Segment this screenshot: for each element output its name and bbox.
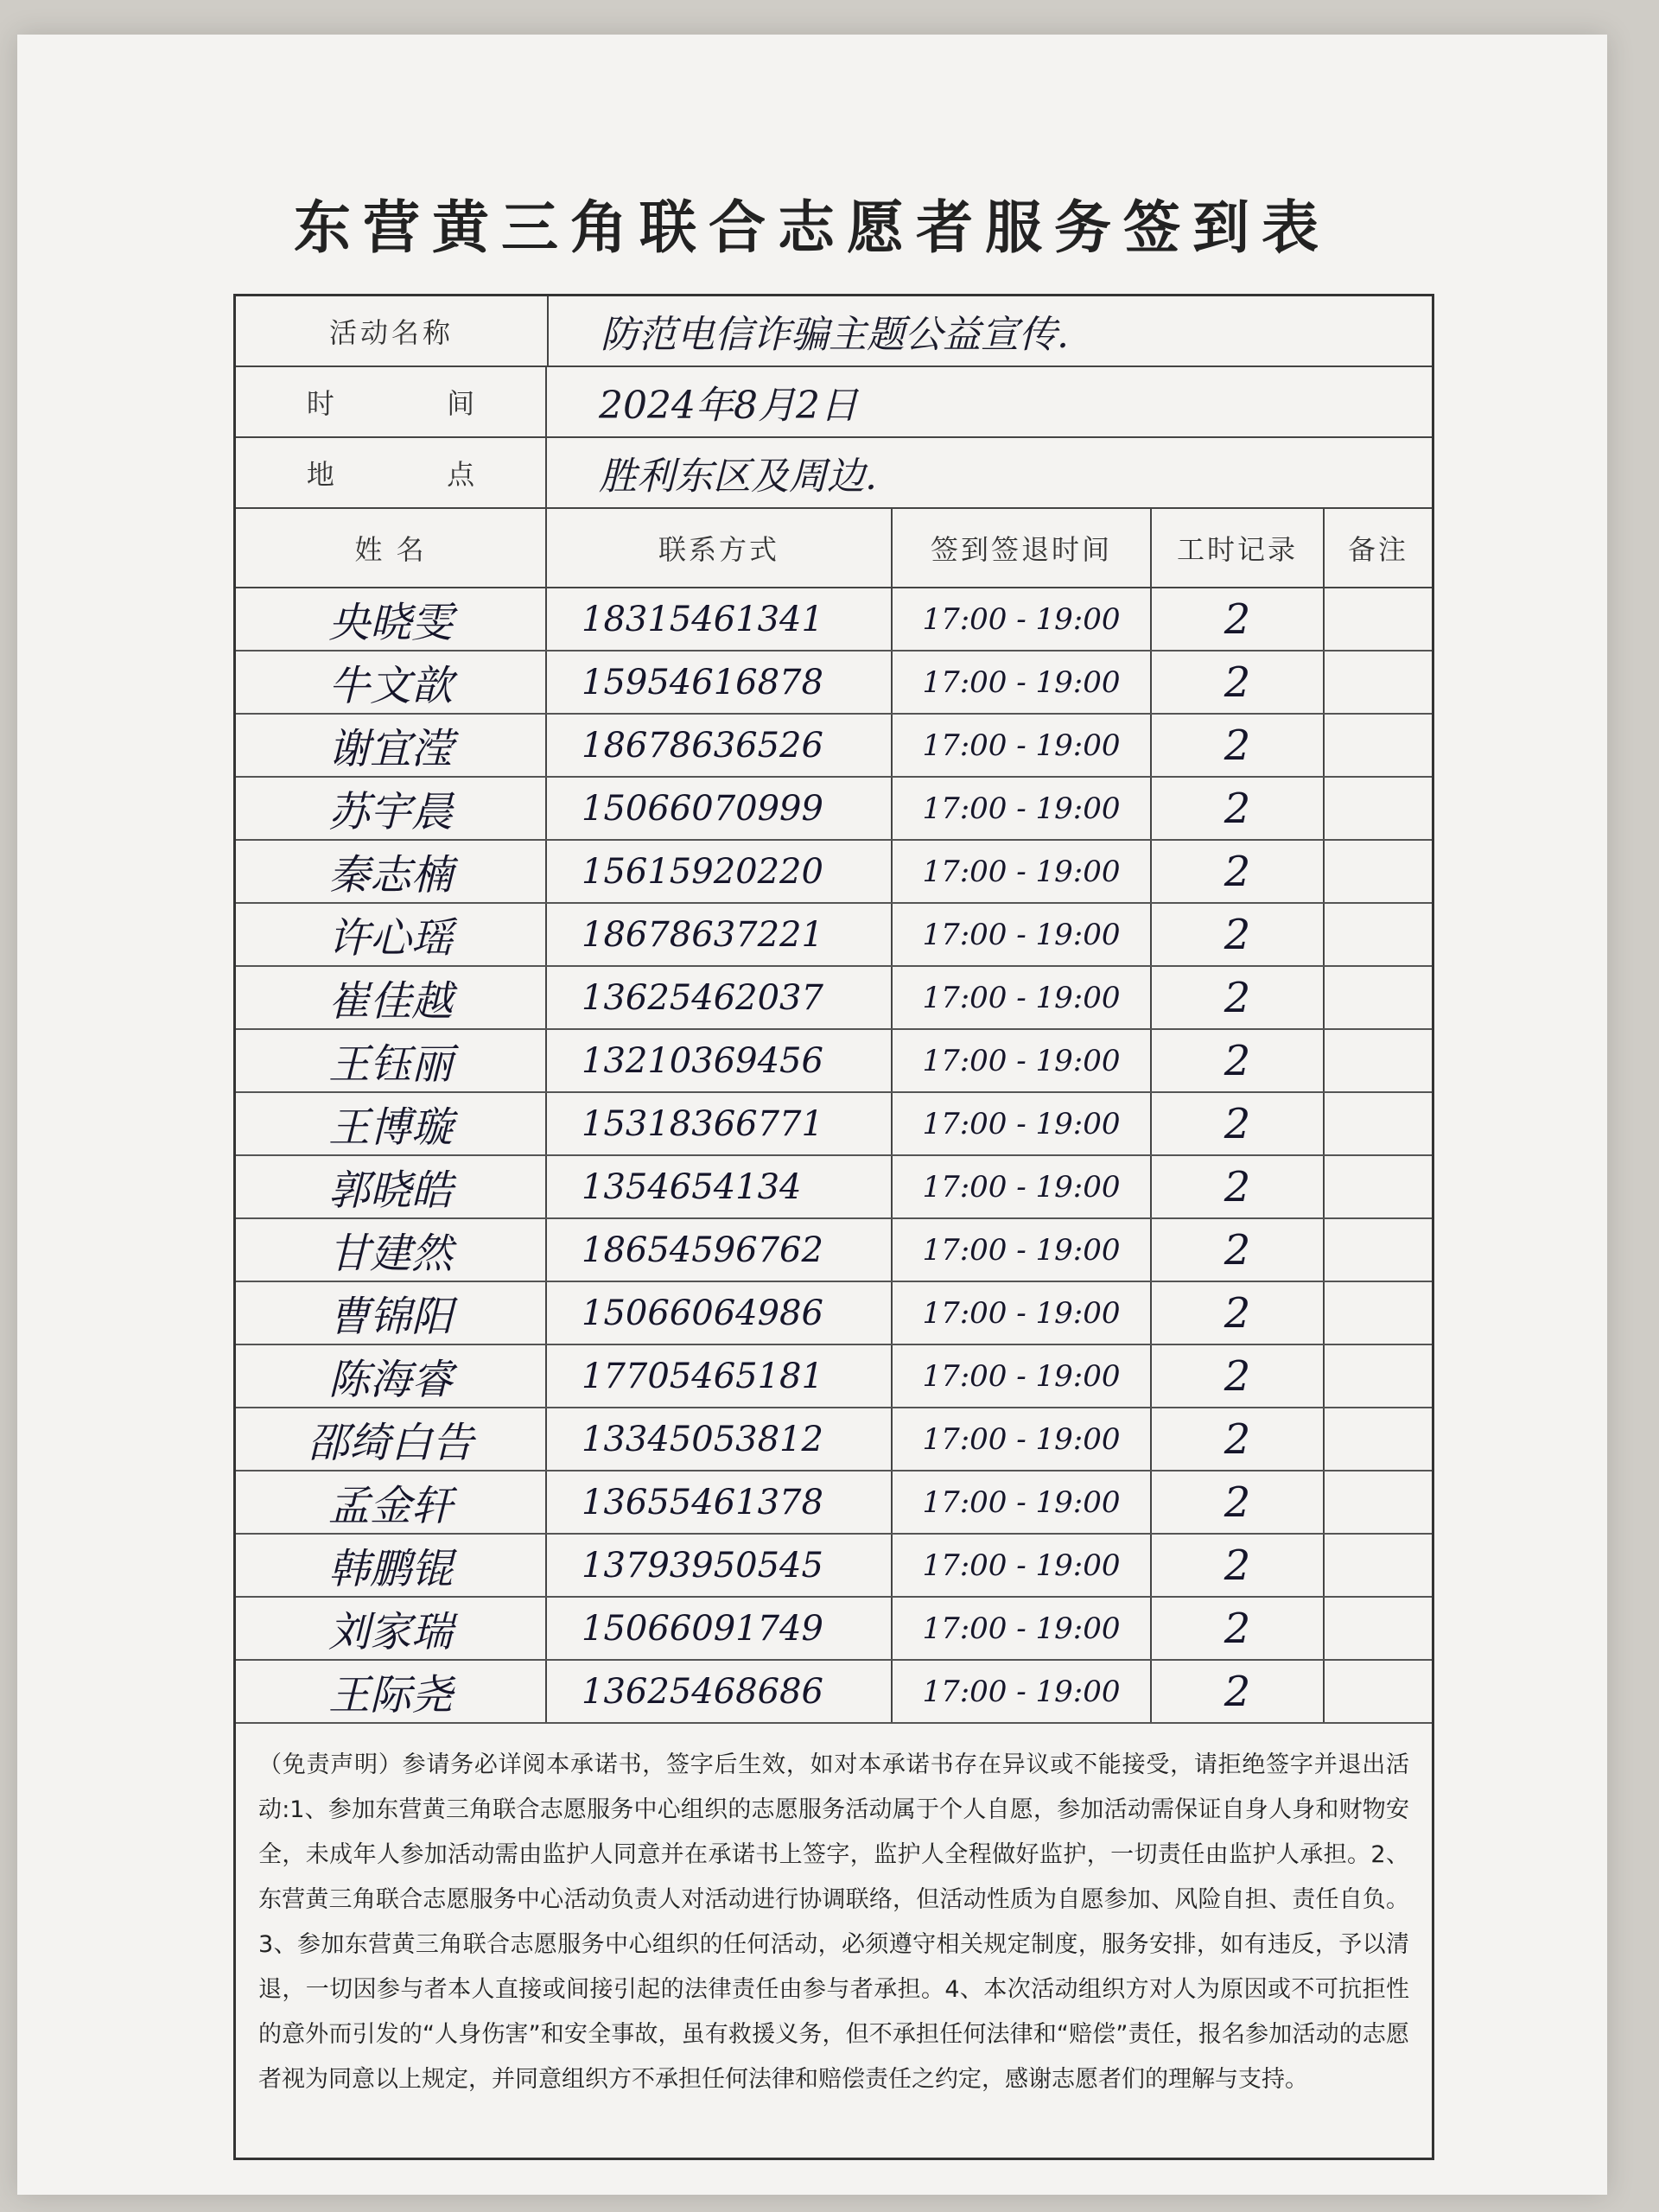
phone-cell: 18315461341 [547, 588, 893, 650]
time-cell: 17:00 - 19:00 [893, 1535, 1152, 1596]
place-row [236, 438, 1432, 509]
phone-cell: 18678637221 [547, 904, 893, 965]
name-cell: 陈海睿 [236, 1345, 547, 1407]
phone-cell: 15954616878 [547, 652, 893, 713]
header-name: 姓 名 [236, 509, 547, 587]
name-cell: 谢宜滢 [236, 715, 547, 776]
time-cell: 17:00 - 19:00 [893, 904, 1152, 965]
table-row [236, 715, 1432, 778]
phone-cell: 1354654134 [547, 1156, 893, 1217]
table-row [236, 1219, 1432, 1282]
phone-cell: 13625462037 [547, 967, 893, 1028]
phone-cell: 15066070999 [547, 778, 893, 839]
hours-cell: 2 [1152, 1471, 1325, 1533]
name-cell: 牛文歆 [236, 652, 547, 713]
table-row [236, 1282, 1432, 1345]
table-row [236, 1030, 1432, 1093]
time-cell: 17:00 - 19:00 [893, 967, 1152, 1028]
phone-cell: 13210369456 [547, 1030, 893, 1091]
phone-cell: 18654596762 [547, 1219, 893, 1281]
hours-cell: 2 [1152, 841, 1325, 902]
table-row [236, 1156, 1432, 1219]
activity-value: 防范电信诈骗主题公益宣传. [601, 313, 1069, 357]
hours-cell: 2 [1152, 1661, 1325, 1722]
activity-row [236, 296, 1432, 367]
sign-in-form [233, 294, 1434, 2160]
note-cell [1325, 1471, 1432, 1533]
name-cell: 甘建然 [236, 1219, 547, 1281]
hours-cell: 2 [1152, 1598, 1325, 1659]
phone-cell: 15615920220 [547, 841, 893, 902]
note-cell [1325, 1282, 1432, 1344]
activity-label: 活动名称 [236, 296, 549, 365]
hours-cell: 2 [1152, 715, 1325, 776]
hours-cell: 2 [1152, 1535, 1325, 1596]
time-cell: 17:00 - 19:00 [893, 1030, 1152, 1091]
hours-cell: 2 [1152, 1093, 1325, 1154]
time-cell: 17:00 - 19:00 [893, 1345, 1152, 1407]
table-row [236, 1345, 1432, 1408]
time-cell: 17:00 - 19:00 [893, 841, 1152, 902]
hours-cell: 2 [1152, 652, 1325, 713]
hours-cell: 2 [1152, 1345, 1325, 1407]
paper-sheet [17, 35, 1607, 2195]
name-cell: 郭晓皓 [236, 1156, 547, 1217]
phone-cell: 17705465181 [547, 1345, 893, 1407]
name-cell: 刘家瑞 [236, 1598, 547, 1659]
name-cell: 王际尧 [236, 1661, 547, 1722]
name-cell: 许心瑶 [236, 904, 547, 965]
note-cell [1325, 1408, 1432, 1470]
table-row [236, 967, 1432, 1030]
phone-cell: 18678636526 [547, 715, 893, 776]
note-cell [1325, 778, 1432, 839]
note-cell [1325, 1030, 1432, 1091]
note-cell [1325, 1345, 1432, 1407]
name-cell: 曹锦阳 [236, 1282, 547, 1344]
time-cell: 17:00 - 19:00 [893, 652, 1152, 713]
time-cell: 17:00 - 19:00 [893, 1471, 1152, 1533]
name-cell: 邵绮白告 [236, 1408, 547, 1470]
phone-cell: 13345053812 [547, 1408, 893, 1470]
time-cell: 17:00 - 19:00 [893, 1156, 1152, 1217]
table-row [236, 778, 1432, 841]
time-cell: 17:00 - 19:00 [893, 1661, 1152, 1722]
note-cell [1325, 1535, 1432, 1596]
note-cell [1325, 1093, 1432, 1154]
table-body [236, 588, 1432, 1724]
table-row [236, 1598, 1432, 1661]
header-hours: 工时记录 [1152, 509, 1325, 587]
phone-cell: 15318366771 [547, 1093, 893, 1154]
phone-cell: 13625468686 [547, 1661, 893, 1722]
time-cell: 17:00 - 19:00 [893, 1408, 1152, 1470]
note-cell [1325, 652, 1432, 713]
hours-cell: 2 [1152, 967, 1325, 1028]
name-cell: 崔佳越 [236, 967, 547, 1028]
note-cell [1325, 1219, 1432, 1281]
time-cell: 17:00 - 19:00 [893, 1093, 1152, 1154]
table-row [236, 588, 1432, 652]
name-cell: 秦志楠 [236, 841, 547, 902]
hours-cell: 2 [1152, 1408, 1325, 1470]
header-phone: 联系方式 [547, 509, 893, 587]
phone-cell: 15066064986 [547, 1282, 893, 1344]
name-cell: 孟金轩 [236, 1471, 547, 1533]
phone-cell: 13793950545 [547, 1535, 893, 1596]
name-cell: 苏宇晨 [236, 778, 547, 839]
note-cell [1325, 967, 1432, 1028]
form-title: 东营黄三角联合志愿者服务签到表 [294, 194, 1331, 261]
table-row [236, 904, 1432, 967]
time-label: 时 间 [236, 367, 547, 436]
time-cell: 17:00 - 19:00 [893, 1282, 1152, 1344]
phone-cell: 15066091749 [547, 1598, 893, 1659]
table-row [236, 1535, 1432, 1598]
time-value: 2024年8月2日 [599, 384, 858, 428]
table-row [236, 841, 1432, 904]
table-row [236, 652, 1432, 715]
table-row [236, 1471, 1432, 1535]
note-cell [1325, 588, 1432, 650]
hours-cell: 2 [1152, 1282, 1325, 1344]
note-cell [1325, 1598, 1432, 1659]
name-cell: 韩鹏锟 [236, 1535, 547, 1596]
table-row [236, 1093, 1432, 1156]
note-cell [1325, 904, 1432, 965]
note-cell [1325, 1156, 1432, 1217]
header-note: 备注 [1347, 533, 1408, 566]
table-row [236, 1408, 1432, 1471]
note-cell [1325, 841, 1432, 902]
name-cell: 王钰丽 [236, 1030, 547, 1091]
note-cell [1325, 715, 1432, 776]
time-cell: 17:00 - 19:00 [893, 1219, 1152, 1281]
disclaimer-text: （免责声明）参请务必详阅本承诺书，签字后生效，如对本承诺书存在异议或不能接受，请拒绝签字并退出活动:1、参加东营黄三角联合志愿服务中心组织的志愿服务活动属于个人自愿，参加活动需保证自身人身和财物安全，未成年人参加活动需由监护人同意并在承诺书上签字，监护人全程做好监护，一切责任由监护人承担。2、东营黄三角联合志愿服务中心活动负责人对活动进行协调联络，但活动性质为自愿参加、风险自担、责任自负。3、参加东营黄三角联合志愿服务中心组织的任何活动，必须遵守相关规定制度，服务安排，如有违反，予以清退，一切因参与者本人直接或间接引起的法律责任由参与者承担。4、本次活动组织方对人为原因或不可抗拒性的意外而引发的“人身伤害”和安全事故，虽有救援义务，但不承担任何法律和“赔偿”责任，报名参加活动的志愿者视为同意以上规定，并同意组织方不承担任何法律和赔偿责任之约定，感谢志愿者们的理解与支持。 [258, 1751, 1409, 2093]
table-row [236, 1661, 1432, 1724]
name-cell: 王博璇 [236, 1093, 547, 1154]
time-cell: 17:00 - 19:00 [893, 778, 1152, 839]
hours-cell: 2 [1152, 1219, 1325, 1281]
hours-cell: 2 [1152, 588, 1325, 650]
header-time: 签到签退时间 [893, 509, 1152, 587]
hours-cell: 2 [1152, 778, 1325, 839]
hours-cell: 2 [1152, 1156, 1325, 1217]
table-header [236, 509, 1432, 588]
note-cell [1325, 1661, 1432, 1722]
time-cell: 17:00 - 19:00 [893, 588, 1152, 650]
hours-cell: 2 [1152, 1030, 1325, 1091]
phone-cell: 13655461378 [547, 1471, 893, 1533]
time-cell: 17:00 - 19:00 [893, 715, 1152, 776]
place-value: 胜利东区及周边. [599, 454, 877, 499]
time-row [236, 367, 1432, 438]
name-cell: 央晓雯 [236, 588, 547, 650]
time-cell: 17:00 - 19:00 [893, 1598, 1152, 1659]
hours-cell: 2 [1152, 904, 1325, 965]
place-label: 地 点 [236, 438, 547, 507]
